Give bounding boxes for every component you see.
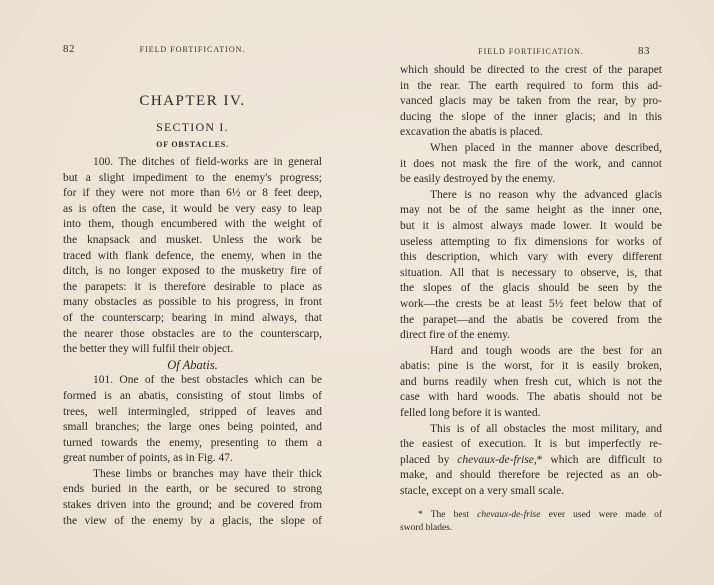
text-line: many obstacles as possible to his progress, in front xyxy=(63,296,322,309)
paragraph xyxy=(63,373,322,467)
paragraph xyxy=(400,63,662,141)
text-line: the view of the enemy by a glacis, the slope of xyxy=(63,514,322,527)
text-line: stakes driven into the ground; and be covered from xyxy=(63,499,322,512)
text-line: as is often the case, it would be very easy to leap xyxy=(63,202,322,215)
paragraph xyxy=(63,155,322,358)
text-line: * The best chevaux-de-frise ever used were made of xyxy=(418,509,662,520)
text-line: situation. All that is necessary to observe, is, that xyxy=(400,266,662,279)
text-line: which should be directed to the crest of the parapet xyxy=(400,64,662,76)
text-line: the easiest of execution. It is but imperfectly re- xyxy=(400,438,662,451)
text-line: felled long before it is wanted. xyxy=(400,407,541,420)
running-header-right xyxy=(400,47,662,56)
text-line: the nearer those obstacles are to the counterscarp, xyxy=(63,327,322,340)
footnote xyxy=(400,509,662,535)
text-line: traced with flank defence, the enemy, when in the xyxy=(63,249,322,262)
text-line: it does not mask the fire of the work, and cannot xyxy=(400,157,662,170)
text-line: sword blades. xyxy=(400,522,453,533)
subsection-heading: OF OBSTACLES. xyxy=(156,140,229,149)
text-line: abatis: pine is the worst, for it is easily broken, xyxy=(400,360,662,373)
text-line: placed by chevaux-de-frise,* which are difficult to xyxy=(400,453,662,466)
page-number-left: 82 xyxy=(63,43,75,55)
text-line: the better they will fulfil their object. xyxy=(63,343,234,356)
paragraph xyxy=(400,344,662,422)
text-line: There is no reason why the advanced glacis xyxy=(430,188,662,201)
text-line: be easily destroyed by the enemy. xyxy=(400,173,556,186)
text-line: of the counterscarp; bearing in mind always, that xyxy=(63,311,322,324)
text-line: but it is almost always made lower. It would be xyxy=(400,219,662,232)
text-line: make, and should therefore be rejected as an ob- xyxy=(400,469,662,482)
text-line: into them, though encumbered with the weight of xyxy=(63,218,322,231)
text-line: Hard and tough woods are the best for an xyxy=(430,344,662,357)
paragraph xyxy=(400,141,662,188)
text-line: for if they were not more than 6½ or 8 feet deep, xyxy=(63,187,322,200)
text-column-left xyxy=(63,155,322,529)
text-line: may not be of the same height as the inner one, xyxy=(400,204,662,217)
text-line: in the rear. The earth required to form this ad- xyxy=(400,79,662,92)
running-header-left-title: FIELD FORTIFICATION. xyxy=(139,45,246,54)
text-line: trees, well intermingled, stripped of leaves and xyxy=(63,405,322,418)
text-line: 100. The ditches of field-works are in general xyxy=(93,156,322,168)
page-number-right: 83 xyxy=(638,45,650,57)
text-line: turned towards the enemy, presenting to them a xyxy=(63,436,322,449)
text-line: 101. One of the best obstacles which can be xyxy=(93,374,322,387)
chapter-heading: CHAPTER IV. xyxy=(139,93,246,109)
running-header-left xyxy=(63,45,322,54)
text-line: useless attempting to fix dimensions for works of xyxy=(400,235,662,248)
text-line: and burns readily when fresh cut, which is not the xyxy=(400,375,662,388)
text-line: ditch, is no longer exposed to the musketry fire of xyxy=(63,265,322,278)
text-line: work—the crests be at least 5½ feet below that of xyxy=(400,297,662,310)
text-line: small branches; the large ones being pointed, and xyxy=(63,421,322,434)
text-line: the parapets: it is therefore desirable to place as xyxy=(63,280,322,293)
section-heading: SECTION I. xyxy=(156,120,229,134)
text-line: the knapsack and musket. Unless the work be xyxy=(63,233,322,246)
text-line: the parapet—and the abatis be covered from the xyxy=(400,313,662,326)
text-line: ends buried in the earth, or be secured to strong xyxy=(63,483,322,496)
text-line: direct fire of the enemy. xyxy=(400,329,511,342)
text-line: When placed in the manner above described, xyxy=(430,141,662,154)
text-column-right xyxy=(400,63,662,535)
inline-heading: Of Abatis. xyxy=(167,357,218,372)
text-line: excavation the abatis is placed. xyxy=(400,126,543,139)
text-line: great number of points, as in Fig. 47. xyxy=(63,452,233,465)
text-line: this description, which vary with every different xyxy=(400,251,662,264)
text-line: vanced glacis may be taken from the rear, by pro- xyxy=(400,95,662,108)
text-line: These limbs or branches may have their thick xyxy=(93,467,322,480)
text-line: case with hard woods. The abatis should not be xyxy=(400,391,662,404)
text-line: formed is an abatis, consisting of stout limbs of xyxy=(63,389,322,402)
text-line: stacle, except on a very small scale. xyxy=(400,485,565,498)
running-header-right-title: FIELD FORTIFICATION. xyxy=(478,47,584,56)
paragraph xyxy=(63,467,322,529)
text-line: This is of all obstacles the most military, and xyxy=(430,422,662,435)
paragraph xyxy=(400,422,662,500)
text-line: but a slight impediment to the enemy's progress; xyxy=(63,171,322,184)
paragraph xyxy=(400,188,662,344)
text-line: ducing the slope of the inner glacis; and in this xyxy=(400,110,662,123)
text-line: the slopes of the glacis should be seen by the xyxy=(400,282,662,295)
